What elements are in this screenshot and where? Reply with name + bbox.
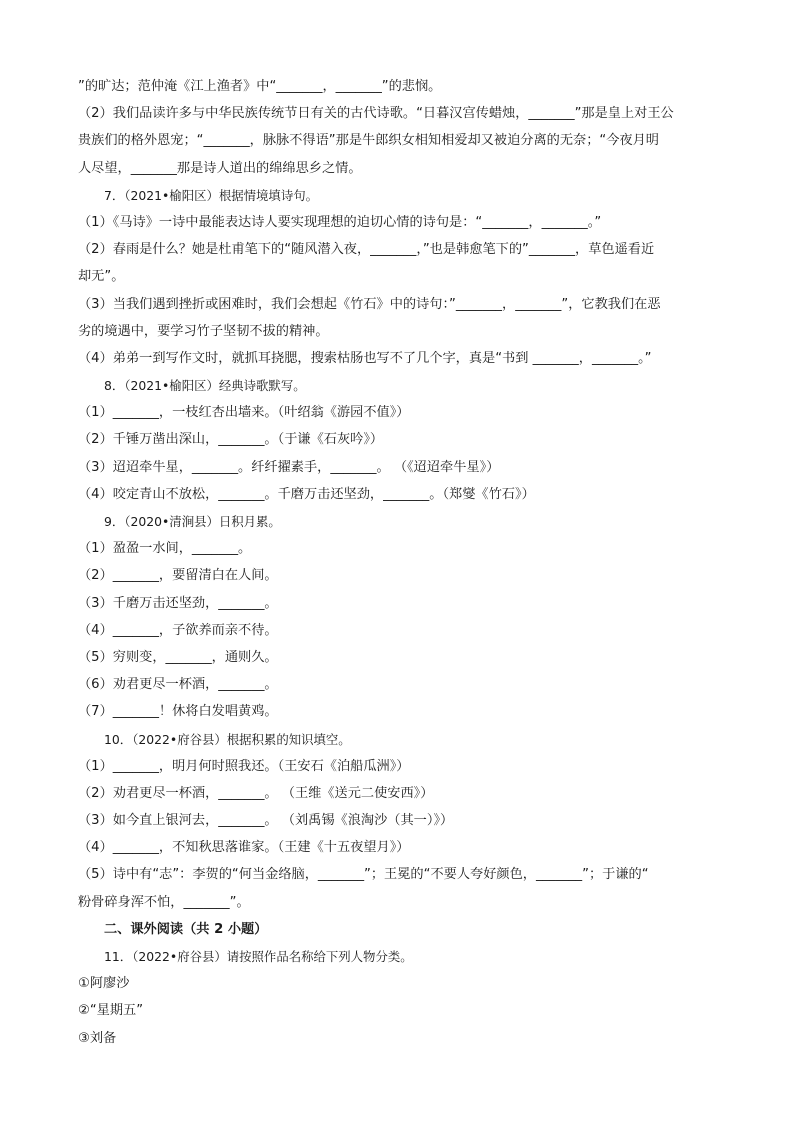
text-line: （3）如今直上银河去，_______。 （刘禹锡《浪淘沙（其一）》）	[78, 813, 454, 829]
text-line: （2）千锤万凿出深山，_______。（于谦《石灰吟》）	[78, 432, 384, 448]
text-line: （2）春雨是什么？她是杜甫笔下的“随风潜入夜，_______，”也是韩愈笔下的”_______，草色遥看近	[78, 242, 655, 258]
text-line: （1）盈盈一水间，_______。	[78, 541, 252, 557]
text-line: （2）_______，要留清白在人间。	[78, 568, 278, 584]
text-line: 劣的境遇中，要学习竹子坚韧不拔的精神。	[78, 323, 329, 339]
text-line: （4）_______，不知秋思落谁家。（王建《十五夜望月》）	[78, 840, 410, 856]
text-line: （3）迢迢牵牛星，_______。纤纤擢素手，_______。 （《迢迢牵牛星》）	[78, 459, 500, 475]
text-line: （4）弟弟一到写作文时，就抓耳挠腮，搜索枯肠也写不了几个字，真是“书到 _______，_______。”	[78, 350, 652, 366]
text-line: （2）我们品读许多与中华民族传统节日有关的古代诗歌。“日暮汉宫传蜡烛，_______”那是皇上对王公	[78, 106, 674, 122]
document-body	[78, 73, 728, 1052]
text-line: （4）_______，子欲养而亲不待。	[78, 622, 278, 638]
text-line: （7）_______！休将白发唱黄鸡。	[78, 704, 278, 720]
text-line: 粉骨碎身浑不怕，_______”。	[78, 894, 250, 910]
text-line: （5）诗中有“志”：李贺的“何当金络脑，_______”；王冕的“不要人夸好颜色，_______”；于谦的“	[78, 867, 649, 883]
text-line: （3）当我们遇到挫折或困难时，我们会想起《竹石》中的诗句：”_______，_______”，它教我们在恶	[78, 296, 661, 312]
text-line: （1）_______，明月何时照我还。（王安石《泊船瓜洲》）	[78, 758, 410, 774]
question-heading: 11．（2022•府谷县）请按照作品名称给下列人物分类。	[104, 949, 413, 964]
text-line: ②“星期五”	[78, 1003, 144, 1019]
question-heading: 9．（2020•清涧县）日积月累。	[104, 514, 281, 529]
text-line: 人尽望，_______那是诗人道出的绵绵思乡之情。	[78, 160, 362, 176]
question-heading: 8．（2021•榆阳区）经典诗歌默写。	[104, 378, 306, 394]
question-heading: 7．（2021•榆阳区）根据情境填诗句。	[104, 187, 318, 203]
text-line: 却无”。	[78, 269, 125, 285]
text-line: （2）劝君更尽一杯酒，_______。 （王维《送元二使安西》）	[78, 785, 434, 801]
text-line: （1）_______，一枝红杏出墙来。（叶绍翁《游园不值》）	[78, 405, 410, 421]
text-line: （4）咬定青山不放松，_______。千磨万击还坚劲，_______。（郑燮《竹石》）	[78, 486, 535, 502]
text-line: ①阿廖沙	[78, 976, 130, 992]
text-line: （3）千磨万击还坚劲，_______。	[78, 595, 278, 611]
text-line: ”的旷达；范仲淹《江上渔者》中“_______，_______”的悲悯。	[78, 79, 442, 94]
text-line: （1）《马诗》一诗中最能表达诗人要实现理想的迫切心情的诗句是：“_______，_______。”	[78, 214, 602, 230]
text-line: ③刘备	[78, 1030, 117, 1046]
section-heading: 二、课外阅读（共 2 小题）	[104, 921, 268, 937]
text-line: 贵族们的格外恩宠；“_______，脉脉不得语”那是牛郎织女相知相爱却又被迫分离的无奈；“今夜月明	[78, 133, 659, 149]
text-line: （6）劝君更尽一杯酒，_______。	[78, 677, 278, 693]
text-line: （5）穷则变，_______，通则久。	[78, 649, 278, 665]
question-heading: 10．（2022•府谷县）根据积累的知识填空。	[104, 731, 351, 747]
